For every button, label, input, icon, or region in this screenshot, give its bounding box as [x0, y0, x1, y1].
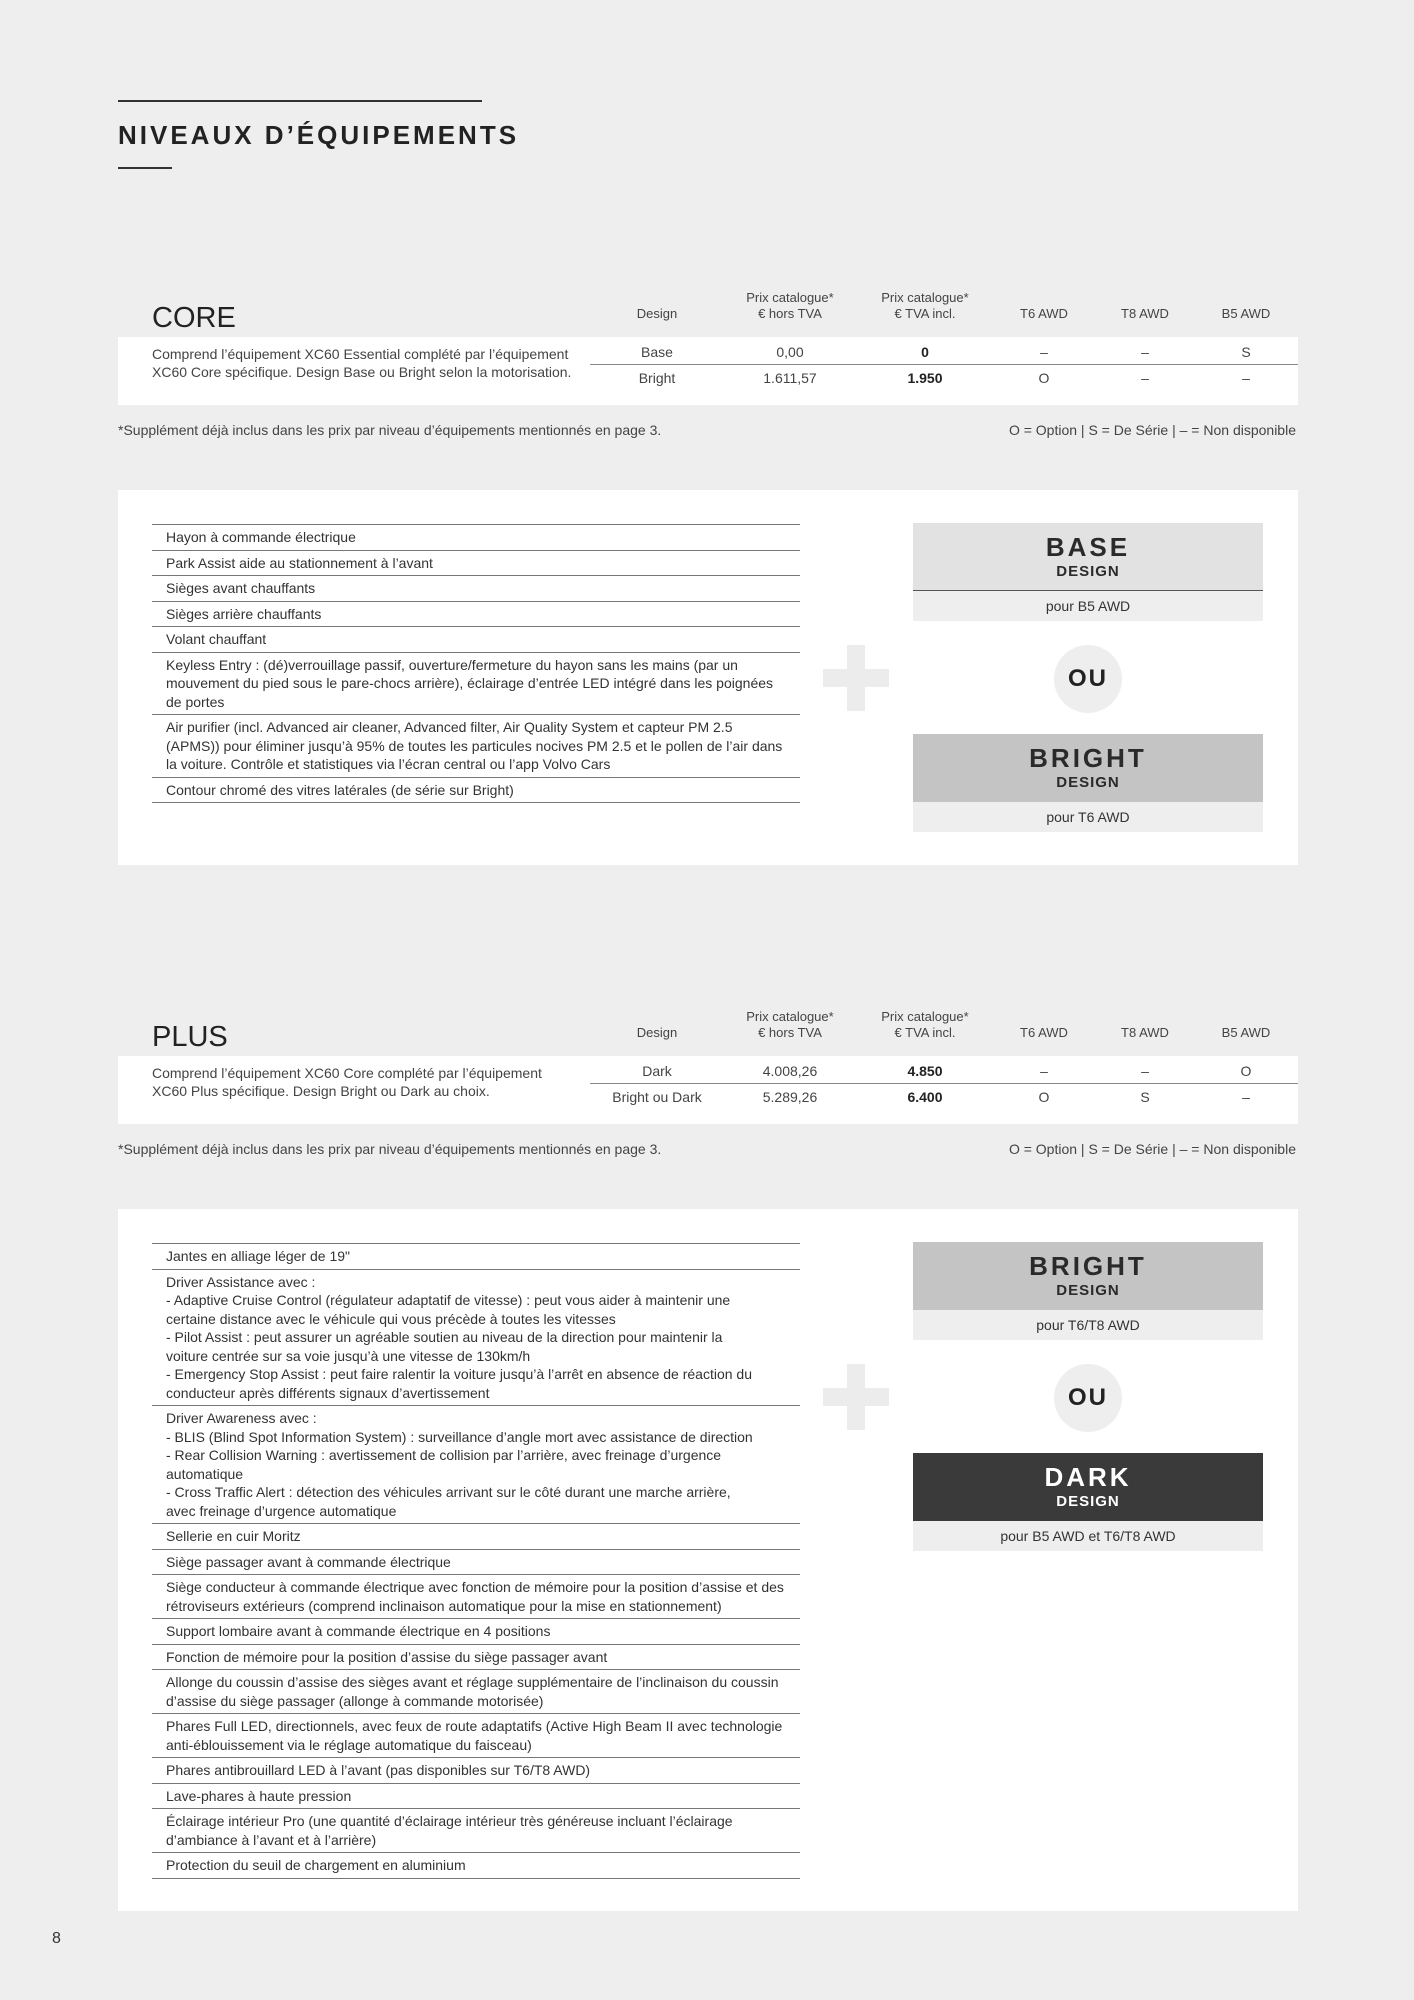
col-price-ex-line2: € hors TVA	[758, 1025, 822, 1040]
cell-design: Bright ou Dark	[612, 1089, 702, 1105]
dark-design-box	[913, 1453, 1263, 1551]
design-availability: pour T6/T8 AWD	[913, 1310, 1263, 1340]
cell-price-ex: 5.289,26	[762, 1089, 818, 1105]
cell-t6: –	[1040, 344, 1048, 360]
core-legend: O = Option | S = De Série | – = Non disponible	[1008, 422, 1296, 438]
cell-price-inc: 4.850	[907, 1063, 943, 1079]
core-feature-list	[152, 524, 800, 803]
cell-t8: –	[1141, 344, 1149, 360]
list-item: Hayon à commande électrique	[152, 525, 800, 551]
cell-t8: –	[1141, 1063, 1149, 1079]
list-item: Phares antibrouillard LED à l’avant (pas disponibles sur T6/T8 AWD)	[152, 1758, 800, 1784]
cell-b5: –	[1242, 370, 1250, 386]
design-availability: pour B5 AWD et T6/T8 AWD	[913, 1521, 1263, 1551]
plus-icon	[823, 645, 889, 711]
col-price-inc-line1: Prix catalogue*	[881, 1009, 969, 1024]
col-price-ex-line1: Prix catalogue*	[746, 290, 834, 305]
plus-footnote: *Supplément déjà inclus dans les prix par niveau d’équipements mentionnés en page 3.	[118, 1141, 662, 1157]
col-t6: T6 AWD	[1020, 1025, 1068, 1040]
col-price-ex-line1: Prix catalogue*	[746, 1009, 834, 1024]
col-b5: B5 AWD	[1221, 306, 1271, 321]
cell-b5: S	[1241, 344, 1251, 360]
design-sub: DESIGN	[1056, 774, 1120, 791]
col-price-inc	[865, 290, 985, 322]
bright-design-box	[913, 1242, 1263, 1340]
top-rule	[118, 100, 482, 102]
core-feature-panel	[118, 490, 1298, 865]
col-design: Design	[636, 306, 678, 321]
design-availability: pour T6 AWD	[913, 802, 1263, 832]
col-price-inc-line2: € TVA incl.	[894, 306, 956, 321]
bright-design-label	[913, 734, 1263, 802]
cell-price-ex: 1.611,57	[763, 370, 817, 386]
list-item: Fonction de mémoire pour la position d’assise du siège passager avant	[152, 1645, 800, 1671]
plus-feature-panel	[118, 1209, 1298, 1911]
base-design-box	[913, 523, 1263, 621]
cell-price-ex: 4.008,26	[762, 1063, 818, 1079]
cell-price-inc: 0	[921, 344, 929, 360]
col-t8: T8 AWD	[1121, 306, 1169, 321]
col-price-ex-line2: € hors TVA	[758, 306, 822, 321]
list-item: Siège passager avant à commande électrique	[152, 1550, 800, 1576]
col-price-ex	[730, 1009, 850, 1041]
list-item: Support lombaire avant à commande électrique en 4 positions	[152, 1619, 800, 1645]
plus-icon	[823, 1364, 889, 1430]
bright-design-box	[913, 734, 1263, 832]
base-design-label	[913, 523, 1263, 591]
table-row	[590, 365, 1298, 391]
cell-t8: –	[1141, 370, 1149, 386]
cell-design: Bright	[638, 370, 676, 386]
plus-feature-list	[152, 1243, 800, 1879]
cell-b5: O	[1240, 1063, 1252, 1079]
or-badge: OU	[1054, 645, 1122, 713]
core-summary	[118, 337, 1298, 405]
col-price-inc-line1: Prix catalogue*	[881, 290, 969, 305]
plus-section-header	[118, 999, 1298, 1059]
core-title: CORE	[152, 302, 236, 334]
cell-price-ex: 0,00	[776, 344, 804, 360]
plus-legend: O = Option | S = De Série | – = Non disponible	[1008, 1141, 1296, 1157]
cell-price-inc: 1.950	[907, 370, 943, 386]
list-item: Air purifier (incl. Advanced air cleaner, Advanced filter, Air Quality System et capteur PM 2.5 (APMS)) pour éliminer jusqu’à 95% de toutes les particules nocives PM 2.5 et le pollen de l’air dans la voiture. Contrôle et statistiques via l’écran central ou l’app Volvo Cars	[152, 715, 800, 778]
col-price-ex	[730, 290, 850, 322]
list-item: Protection du seuil de chargement en aluminium	[152, 1853, 800, 1879]
plus-summary	[118, 1056, 1298, 1124]
plus-description: Comprend l’équipement XC60 Core complété par l’équipement XC60 Plus spécifique. Design Bright ou Dark au choix.	[152, 1065, 542, 1099]
cell-design: Dark	[642, 1063, 672, 1079]
table-row	[590, 1058, 1298, 1084]
table-row	[590, 1084, 1298, 1110]
design-availability: pour B5 AWD	[913, 591, 1263, 621]
page-title: NIVEAUX D’ÉQUIPEMENTS	[118, 120, 520, 150]
list-item: Phares Full LED, directionnels, avec feux de route adaptatifs (Active High Beam II avec technologie anti-éblouissement via le réglage automatique du faisceau)	[152, 1714, 800, 1758]
col-b5: B5 AWD	[1221, 1025, 1271, 1040]
core-section-header	[118, 280, 1298, 340]
list-item: Sièges avant chauffants	[152, 576, 800, 602]
design-name: BASE	[1045, 532, 1131, 562]
cell-price-inc: 6.400	[907, 1089, 943, 1105]
cell-t6: O	[1038, 1089, 1050, 1105]
cell-b5: –	[1242, 1089, 1250, 1105]
table-row	[590, 339, 1298, 365]
list-item: Jantes en alliage léger de 19"	[152, 1244, 800, 1270]
cell-t6: O	[1038, 370, 1050, 386]
list-item: Sièges arrière chauffants	[152, 602, 800, 628]
design-sub: DESIGN	[1056, 1493, 1120, 1510]
design-name: DARK	[1044, 1462, 1132, 1492]
col-t8: T8 AWD	[1121, 1025, 1169, 1040]
bright-design-label	[913, 1242, 1263, 1310]
or-badge: OU	[1054, 1364, 1122, 1432]
col-t6: T6 AWD	[1020, 306, 1068, 321]
design-name: BRIGHT	[1029, 1251, 1147, 1281]
dark-design-label	[913, 1453, 1263, 1521]
list-item: Lave-phares à haute pression	[152, 1784, 800, 1810]
list-item: Siège conducteur à commande électrique avec fonction de mémoire pour la position d’assise et des rétroviseurs extérieurs (comprend inclinaison automatique pour la mise en stationnement)	[152, 1575, 800, 1619]
list-item: Contour chromé des vitres latérales (de série sur Bright)	[152, 778, 800, 804]
col-design: Design	[636, 1025, 678, 1040]
core-description: Comprend l’équipement XC60 Essential complété par l’équipement XC60 Core spécifique. Design Base ou Bright selon la motorisation.	[152, 346, 572, 380]
design-name: BRIGHT	[1029, 743, 1147, 773]
list-item: Éclairage intérieur Pro (une quantité d’éclairage intérieur très généreuse incluant l’éclairage d’ambiance à l’avant et à l’arrière)	[152, 1809, 800, 1853]
plus-title: PLUS	[152, 1021, 228, 1053]
cell-design: Base	[641, 344, 673, 360]
list-item: Driver Assistance avec : - Adaptive Cruise Control (régulateur adaptatif de vitesse) : peut vous aider à maintenir une certaine distance avec le véhicule qui vous précède à toutes les vitesses - Pilot Assist : peut assurer un agréable soutien au niveau de la direction pour maintenir la voiture centrée sur sa voie jusqu’à une vitesse de 130km/h - Emergency Stop Assist : peut faire ralentir la voiture jusqu’à l’arrêt en absence de réaction du conducteur après différents signaux d’avertissement	[152, 1270, 800, 1407]
core-footnote: *Supplément déjà inclus dans les prix par niveau d’équipements mentionnés en page 3.	[118, 422, 662, 438]
list-item: Volant chauffant	[152, 627, 800, 653]
title-underline	[118, 167, 172, 169]
list-item: Keyless Entry : (dé)verrouillage passif, ouverture/fermeture du hayon sans les mains (par un mouvement du pied sous le pare-chocs arrière), éclairage d’entrée LED intégré dans les poignées de portes	[152, 653, 800, 716]
cell-t8: S	[1140, 1089, 1150, 1105]
col-price-inc-line2: € TVA incl.	[894, 1025, 956, 1040]
cell-t6: –	[1040, 1063, 1048, 1079]
list-item: Park Assist aide au stationnement à l’avant	[152, 551, 800, 577]
col-price-inc	[865, 1009, 985, 1041]
design-sub: DESIGN	[1056, 563, 1120, 580]
list-item: Allonge du coussin d’assise des sièges avant et réglage supplémentaire de l’inclinaison du coussin d’assise du siège passager (allonge à commande motorisée)	[152, 1670, 800, 1714]
list-item: Sellerie en cuir Moritz	[152, 1524, 800, 1550]
page-number: 8	[52, 1930, 61, 1947]
design-sub: DESIGN	[1056, 1282, 1120, 1299]
list-item: Driver Awareness avec : - BLIS (Blind Spot Information System) : surveillance d’angle mort avec assistance de direction - Rear Collision Warning : avertissement de collision par l’arrière, avec freinage d’urgence automatique - Cross Traffic Alert : détection des véhicules arrivant sur le côté durant une marche arrière, avec freinage d’urgence automatique	[152, 1406, 800, 1524]
